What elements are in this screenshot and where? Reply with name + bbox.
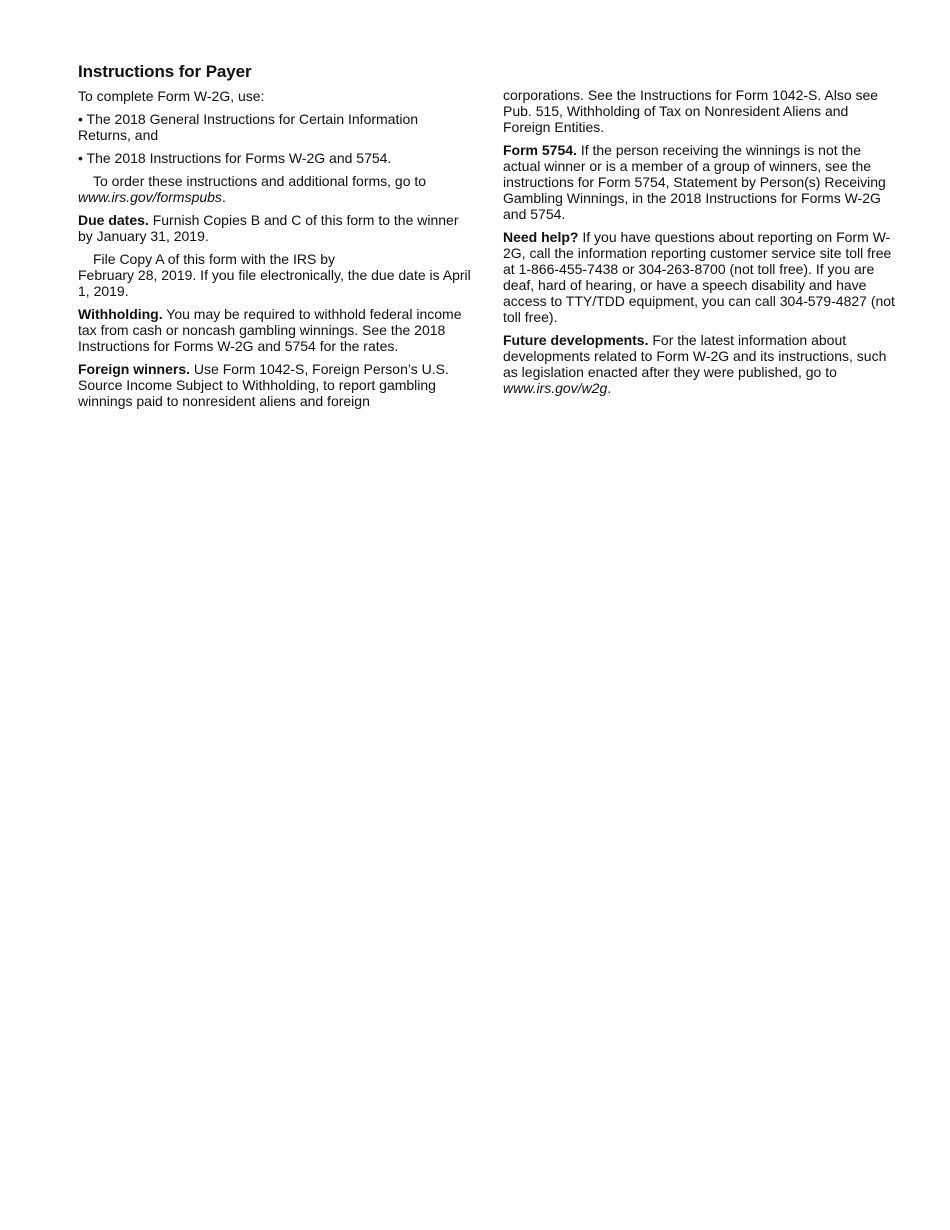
file-copy-paragraph <box>78 251 472 299</box>
withholding-label: Withholding. <box>78 306 163 322</box>
formspubs-link[interactable]: www.irs.gov/formspubs <box>78 189 222 205</box>
form-5754-paragraph <box>503 142 898 222</box>
future-developments-paragraph <box>503 332 898 396</box>
due-dates-label: Due dates. <box>78 212 149 228</box>
foreign-winners-continued: corporations. See the Instructions for Form 1042-S. Also see Pub. 515, Withholding of Tax on Nonresident Aliens and Foreign Entities. <box>503 87 879 135</box>
foreign-winners-paragraph <box>78 361 472 409</box>
bullet-w2g-instructions: • The 2018 Instructions for Forms W-2G and 5754. <box>78 150 392 166</box>
need-help-label: Need help? <box>503 229 579 245</box>
right-column <box>503 87 898 403</box>
due-dates-text: Furnish Copies B and C of this form to the winner by January 31, 2019. <box>78 212 459 244</box>
order-text: To order these instructions and additional forms, go to <box>93 173 427 189</box>
withholding-text: You may be required to withhold federal income tax from cash or noncash gambling winnings. See the 2018 Instructions for Forms W-2G and 5754 for the rates. <box>78 306 462 354</box>
due-dates-paragraph <box>78 212 472 244</box>
future-developments-label: Future developments. <box>503 332 649 348</box>
intro-paragraph: To complete Form W-2G, use: <box>78 88 265 104</box>
future-developments-text: For the latest information about developments related to Form W-2G and its instructions, such as legislation enacted after they were published, go to <box>503 332 887 380</box>
left-column <box>78 88 472 416</box>
form-5754-text: If the person receiving the winnings is not the actual winner or is a member of a group of winners, see the instructions for Form 5754, Statement by Person(s) Receiving Gambling Winnings, in the 2018 Instructions for Forms W-2G and 5754. <box>503 142 886 222</box>
bullet-general-instructions: • The 2018 General Instructions for Certain Information Returns, and <box>78 111 419 143</box>
order-period: . <box>221 189 226 205</box>
foreign-winners-text: Use Form 1042-S, Foreign Person’s U.S. Source Income Subject to Withholding, to report gambling winnings paid to nonresident aliens and foreign <box>78 361 449 409</box>
form-5754-label: Form 5754. <box>503 142 577 158</box>
file-copy-line1: File Copy A of this form with the IRS by <box>93 251 335 267</box>
order-paragraph <box>78 173 472 205</box>
future-period: . <box>607 380 612 396</box>
need-help-paragraph <box>503 229 898 325</box>
file-copy-line2: February 28, 2019. If you file electronically, the due date is April 1, 2019. <box>78 267 471 299</box>
w2g-link[interactable]: www.irs.gov/w2g <box>503 380 608 396</box>
withholding-paragraph <box>78 306 472 354</box>
foreign-winners-label: Foreign winners. <box>78 361 191 377</box>
page-title: Instructions for Payer <box>78 62 252 81</box>
need-help-text: If you have questions about reporting on Form W-2G, call the information reporting customer service site toll free at 1-866-455-7438 or 304-263-8700 (not toll free). If you are deaf, hard of hearing, or have a speech disability and have access to TTY/TDD equipment, you can call 304-579-4827 (not toll free). <box>503 229 895 325</box>
